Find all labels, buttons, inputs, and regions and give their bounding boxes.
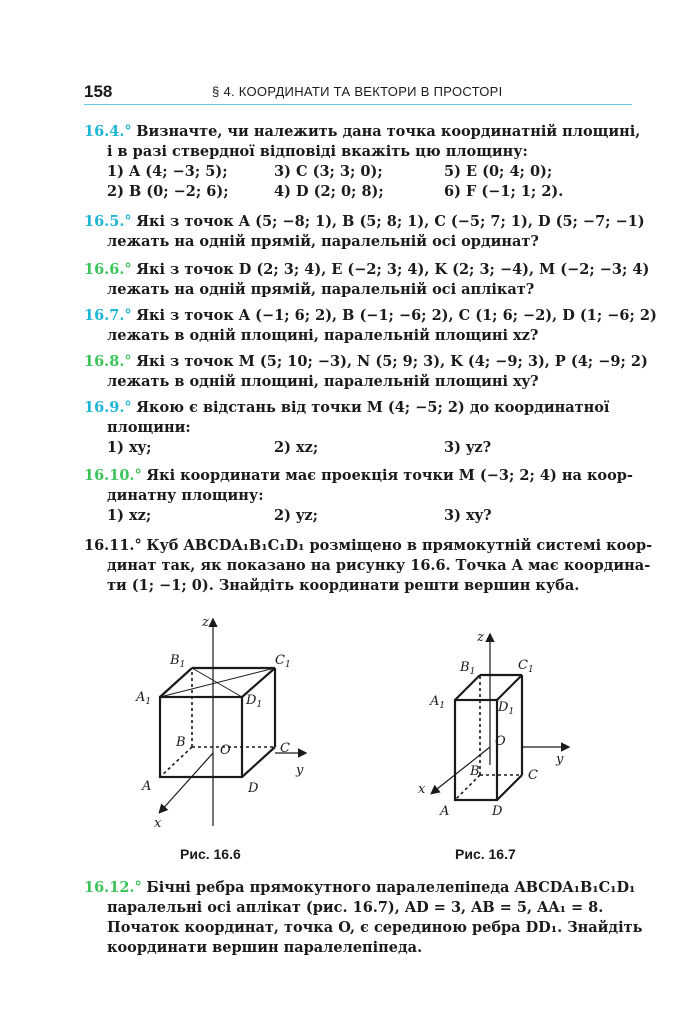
problem-text: лежать на одній прямій, паралельній осі ординат? <box>107 233 539 250</box>
problem-text: Які координати має проекція точки M (−3; 2; 4) на коор- <box>146 467 633 484</box>
problem-text: площини: <box>107 419 191 436</box>
problem-16-9 <box>84 398 634 458</box>
label-z: z <box>477 630 484 645</box>
label-x: x <box>154 816 162 831</box>
problem-text: паралельні осі аплікат (рис. 16.7), AD = 3, AB = 5, AA₁ = 8. <box>107 899 604 916</box>
label-C: C <box>280 741 290 756</box>
problem-number: 16.4.° <box>84 123 132 140</box>
problem-number: 16.7.° <box>84 307 132 324</box>
label-B1: $B_1$ <box>170 653 186 670</box>
page-header <box>84 82 632 104</box>
problem-16-12 <box>84 878 643 958</box>
problem-text: Визначте, чи належить дана точка координатній площині, <box>136 123 641 140</box>
problem-number: 16.6.° <box>84 261 132 278</box>
option: 3) C (3; 3; 0); <box>274 163 383 180</box>
figure-parallelepiped <box>410 625 580 825</box>
label-C1: $C_1$ <box>275 653 291 670</box>
label-y: y <box>556 752 564 767</box>
problem-16-4 <box>84 122 641 202</box>
header-rule <box>84 104 632 105</box>
problem-text: Бічні ребра прямокутного паралелепіпеда ABCDA₁B₁C₁D₁ <box>146 879 636 896</box>
problem-16-10 <box>84 466 634 526</box>
problem-text: Які з точок M (5; 10; −3), N (5; 9; 3), K (4; −9; 3), P (4; −9; 2) <box>136 353 648 370</box>
figure-caption: Рис. 16.7 <box>455 846 516 862</box>
problem-16-8 <box>84 352 648 392</box>
problem-text: Початок координат, точка O, є серединою ребра DD₁. Знайдіть <box>107 919 643 936</box>
option: 2) xz; <box>274 439 319 456</box>
problem-16-6 <box>84 260 650 300</box>
problem-number: 16.5.° <box>84 213 132 230</box>
x-axis <box>432 747 490 793</box>
label-A1: $A_1$ <box>430 694 446 711</box>
problem-text: Якою є відстань від точки M (4; −5; 2) до координатної <box>136 399 610 416</box>
problem-16-7 <box>84 306 657 346</box>
figure-caption: Рис. 16.6 <box>180 846 241 862</box>
option: 2) yz; <box>274 507 319 524</box>
problem-text: ти (1; −1; 0). Знайдіть координати решти вершин куба. <box>107 577 580 594</box>
problem-number: 16.9.° <box>84 399 132 416</box>
figure-cube <box>120 612 320 834</box>
problem-16-5 <box>84 212 645 252</box>
label-A: A <box>142 779 152 794</box>
label-C: C <box>528 768 538 783</box>
problem-number: 16.11.° <box>84 537 142 554</box>
options-row <box>84 506 634 526</box>
option: 5) E (0; 4; 0); <box>444 163 553 180</box>
section-title: § 4. КООРДИНАТИ ТА ВЕКТОРИ В ПРОСТОРІ <box>212 84 503 99</box>
label-A1: $A_1$ <box>136 690 152 707</box>
option: 4) D (2; 0; 8); <box>274 183 384 200</box>
problem-text: динат так, як показано на рисунку 16.6. Точка A має координа- <box>107 557 651 574</box>
label-D: D <box>248 781 259 796</box>
option: 6) F (−1; 1; 2). <box>444 183 564 200</box>
cube-drawing <box>160 620 305 826</box>
label-O: O <box>495 734 506 749</box>
option: 2) B (0; −2; 6); <box>107 183 229 200</box>
x-axis <box>160 753 213 812</box>
label-B: B <box>176 735 186 750</box>
options-row <box>84 182 634 202</box>
problem-text: Які з точок A (5; −8; 1), B (5; 8; 1), C (−5; 7; 1), D (5; −7; −1) <box>136 213 645 230</box>
label-z: z <box>202 615 209 630</box>
option: 3) xy? <box>444 507 492 524</box>
page-number: 158 <box>84 82 113 101</box>
label-y: y <box>296 763 304 778</box>
problem-number: 16.8.° <box>84 353 132 370</box>
problem-text: Які з точок A (−1; 6; 2), B (−1; −6; 2), C (1; 6; −2), D (1; −6; 2) <box>136 307 657 324</box>
option: 3) yz? <box>444 439 492 456</box>
problem-text: і в разі ствердної відповіді вкажіть цю площину: <box>107 143 528 160</box>
problem-text: динатну площину: <box>107 487 264 504</box>
options-row <box>84 162 634 182</box>
problem-text: лежать на одній прямій, паралельній осі аплікат? <box>107 281 535 298</box>
problem-text: Куб ABCDA₁B₁C₁D₁ розміщено в прямокутній системі коор- <box>146 537 653 554</box>
problem-text: Які з точок D (2; 3; 4), E (−2; 3; 4), K (2; 3; −4), M (−2; −3; 4) <box>136 261 650 278</box>
parallelepiped-drawing <box>432 635 568 800</box>
options-row <box>84 438 634 458</box>
problem-16-11 <box>84 536 653 596</box>
label-A: A <box>440 804 450 819</box>
problem-number: 16.12.° <box>84 879 142 896</box>
parallelepiped-labels <box>418 630 564 819</box>
label-x: x <box>418 782 426 797</box>
option: 1) xy; <box>107 439 152 456</box>
label-D: D <box>492 804 503 819</box>
option: 1) xz; <box>107 507 152 524</box>
problem-text: лежать в одній площині, паралельній площині xz? <box>107 327 539 344</box>
problem-text: координати вершин паралелепіпеда. <box>107 939 423 956</box>
label-B: B <box>470 764 480 779</box>
problem-text: лежать в одній площині, паралельній площині xy? <box>107 373 539 390</box>
label-B1: $B_1$ <box>460 660 476 677</box>
label-D1: $D_1$ <box>246 693 263 710</box>
option: 1) A (4; −3; 5); <box>107 163 228 180</box>
label-C1: $C_1$ <box>518 658 534 675</box>
problem-number: 16.10.° <box>84 467 142 484</box>
label-D1: $D_1$ <box>498 700 515 717</box>
label-O: O <box>220 743 231 758</box>
